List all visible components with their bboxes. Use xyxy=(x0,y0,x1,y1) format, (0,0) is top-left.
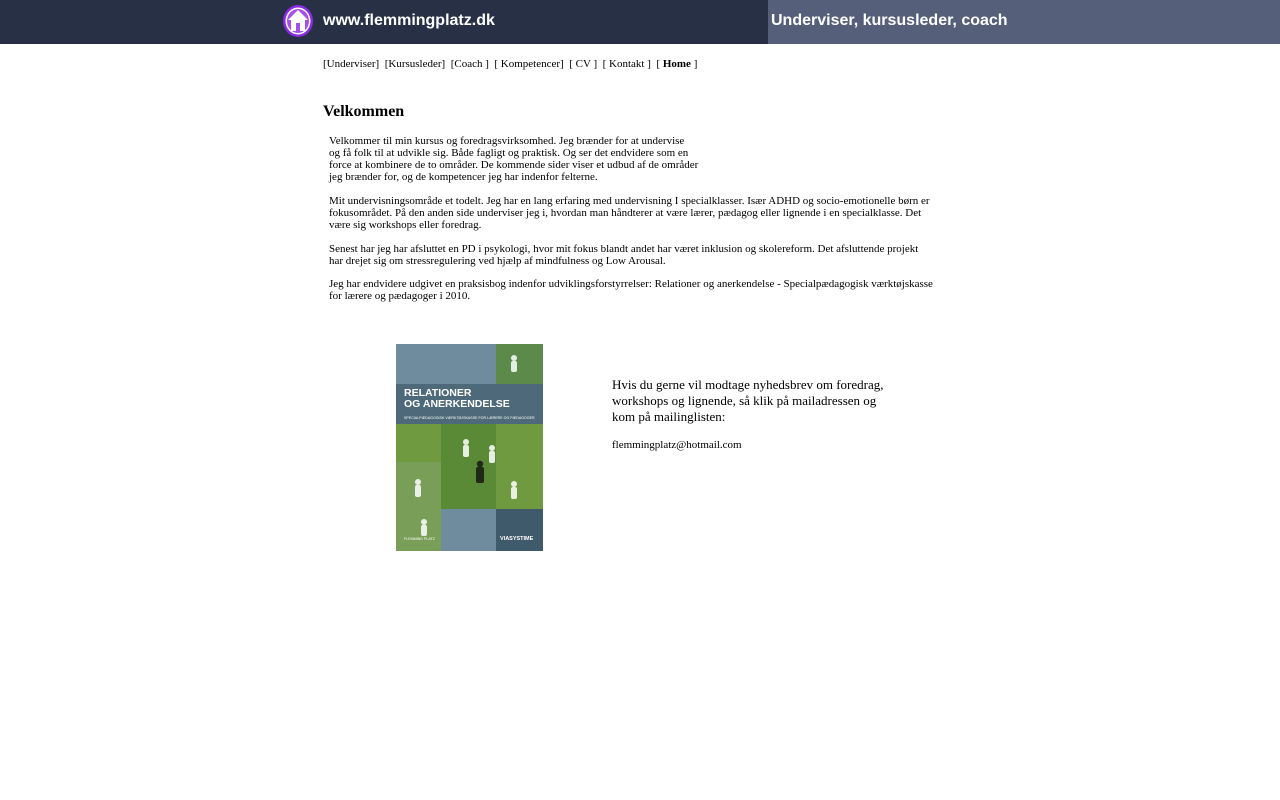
nav-link-kursusleder[interactable]: Kursusleder xyxy=(388,58,442,70)
site-name[interactable]: www.flemmingplatz.dk xyxy=(323,12,495,29)
book-title: RELATIONER OG ANERKENDELSE xyxy=(404,387,510,410)
education-paragraph: Senest har jeg har afsluttet en PD i psykologi, hvor mit fokus blandt andet har været inklusion og skolereform. Det afsluttende projekt har drejet sig om stressregulering ved hjælp af mindfulness og Low Arousal. xyxy=(329,243,919,267)
nav-link-home[interactable]: Home xyxy=(660,58,694,70)
book-cover-image xyxy=(396,344,543,551)
book-publisher: VIASYSTIME xyxy=(500,536,534,542)
nav-link-cv[interactable]: CV xyxy=(572,58,594,70)
book-author: FLEMMING PLATZ xyxy=(404,537,435,541)
intro-paragraph: Velkommer til min kursus og foredragsvirksomhed. Jeg brænder for at undervise og få folk til at udvikle sig. Både fagligt og praktisk. Og ser det endvidere som en force at kombinere de to områder. De kommende sider viser et udbud af de områder jeg brænder for, og de kompetencer jeg har indenfor felterne. xyxy=(329,135,699,183)
book-subtitle: SPECIALPÆDAGOGISK VÆRKTØJSKASSE FOR LÆRERE OG PÆDAGOGER xyxy=(404,416,535,420)
top-bar xyxy=(0,0,1280,44)
nav-link-coach[interactable]: Coach xyxy=(454,58,486,70)
page-title: Velkommen xyxy=(323,103,405,120)
email-link[interactable]: flemmingplatz@hotmail.com xyxy=(612,439,742,451)
house-icon[interactable] xyxy=(282,4,314,38)
nav-link-kontakt[interactable]: Kontakt xyxy=(606,58,648,70)
teaching-paragraph: Mit undervisningsområde et todelt. Jeg har en lang erfaring med undervisning I specialklasser. Især ADHD og socio-emotionelle børn er fokusområdet. På den anden side underviser jeg i, hvordan man håndterer at være lærer, pædagog eller lignende i en specialklasse. Det være sig workshops eller foredrag. xyxy=(329,195,930,231)
newsletter-text: Hvis du gerne vil modtage nyhedsbrev om foredrag, workshops og lignende, så klik på mailadressen og kom på mailinglisten: xyxy=(612,377,884,424)
site-tagline: Underviser, kursusleder, coach xyxy=(771,12,1008,29)
nav-link-kompetencer[interactable]: Kompetencer xyxy=(498,58,561,70)
book-paragraph: Jeg har endvidere udgivet en praksisbog indenfor udviklingsforstyrrelser: Relationer og anerkendelse - Specialpædagogisk værktøjskasse for lærere og pædagoger i 2010. xyxy=(329,278,933,302)
main-nav: [Underviser] [Kursusleder] [Coach ] [ Kompetencer] [ CV ] [ Kontakt ] [ Home ] xyxy=(323,58,698,70)
nav-link-underviser[interactable]: Underviser xyxy=(326,58,376,70)
